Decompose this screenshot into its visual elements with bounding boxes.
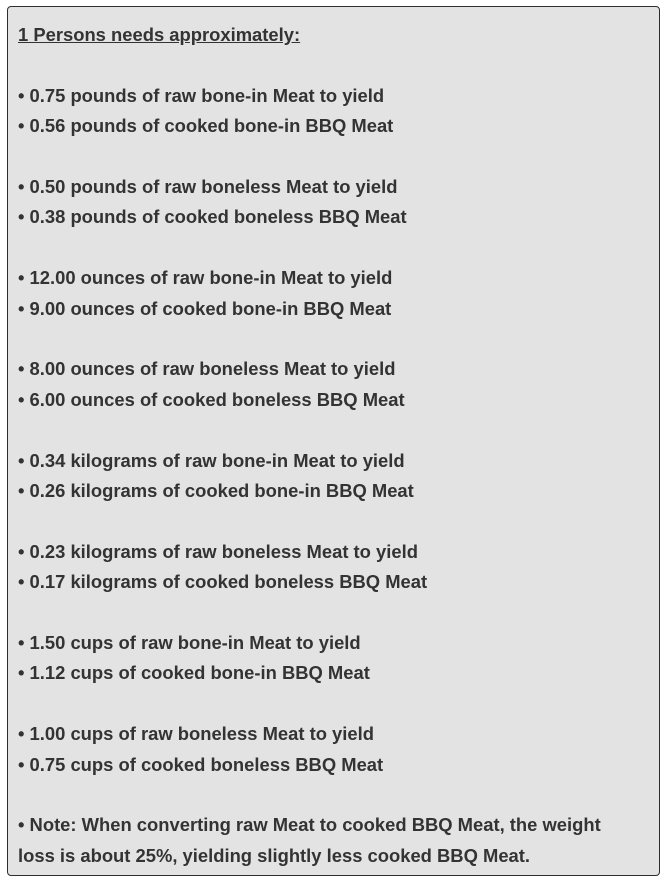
result-line-raw: • 0.75 pounds of raw bone-in Meat to yield <box>18 84 385 106</box>
result-group-kilograms-bone-in <box>18 446 659 507</box>
result-line-raw: • 1.00 cups of raw boneless Meat to yield <box>18 723 374 745</box>
result-line-cooked: • 9.00 ounces of cooked bone-in BBQ Meat <box>18 297 392 319</box>
result-group-pounds-bone-in <box>18 81 659 142</box>
result-group-pounds-boneless <box>18 172 659 233</box>
result-line-cooked: • 0.75 cups of cooked boneless BBQ Meat <box>18 753 384 775</box>
results-panel <box>7 6 660 876</box>
result-line-raw: • 0.50 pounds of raw boneless Meat to yield <box>18 176 398 197</box>
result-group-ounces-boneless <box>18 354 659 415</box>
result-group-kilograms-boneless <box>18 537 659 598</box>
result-line-raw: • 12.00 ounces of raw bone-in Meat to yield <box>18 267 393 289</box>
results-heading: 1 Persons needs approximately: <box>18 24 301 45</box>
result-line-cooked: • 0.17 kilograms of cooked boneless BBQ Meat <box>18 571 428 593</box>
result-line-cooked: • 0.38 pounds of cooked boneless BBQ Meat <box>18 206 407 228</box>
result-group-ounces-bone-in <box>18 263 659 324</box>
result-group-cups-bone-in <box>18 628 659 689</box>
weight-loss-note: • Note: When converting raw Meat to cooked BBQ Meat, the weight loss is about 25%, yielding slightly less cooked BBQ Meat. <box>18 814 601 866</box>
result-line-cooked: • 6.00 ounces of cooked boneless BBQ Meat <box>18 388 405 410</box>
result-line-cooked: • 0.56 pounds of cooked bone-in BBQ Meat <box>18 115 394 137</box>
result-line-raw: • 0.34 kilograms of raw bone-in Meat to yield <box>18 449 405 471</box>
result-group-cups-boneless <box>18 719 659 780</box>
result-line-cooked: • 1.12 cups of cooked bone-in BBQ Meat <box>18 662 370 684</box>
result-line-cooked: • 0.26 kilograms of cooked bone-in BBQ Meat <box>18 480 414 502</box>
result-line-raw: • 0.23 kilograms of raw boneless Meat to yield <box>18 540 418 562</box>
result-line-raw: • 8.00 ounces of raw boneless Meat to yield <box>18 358 396 380</box>
result-line-raw: • 1.50 cups of raw bone-in Meat to yield <box>18 632 361 654</box>
